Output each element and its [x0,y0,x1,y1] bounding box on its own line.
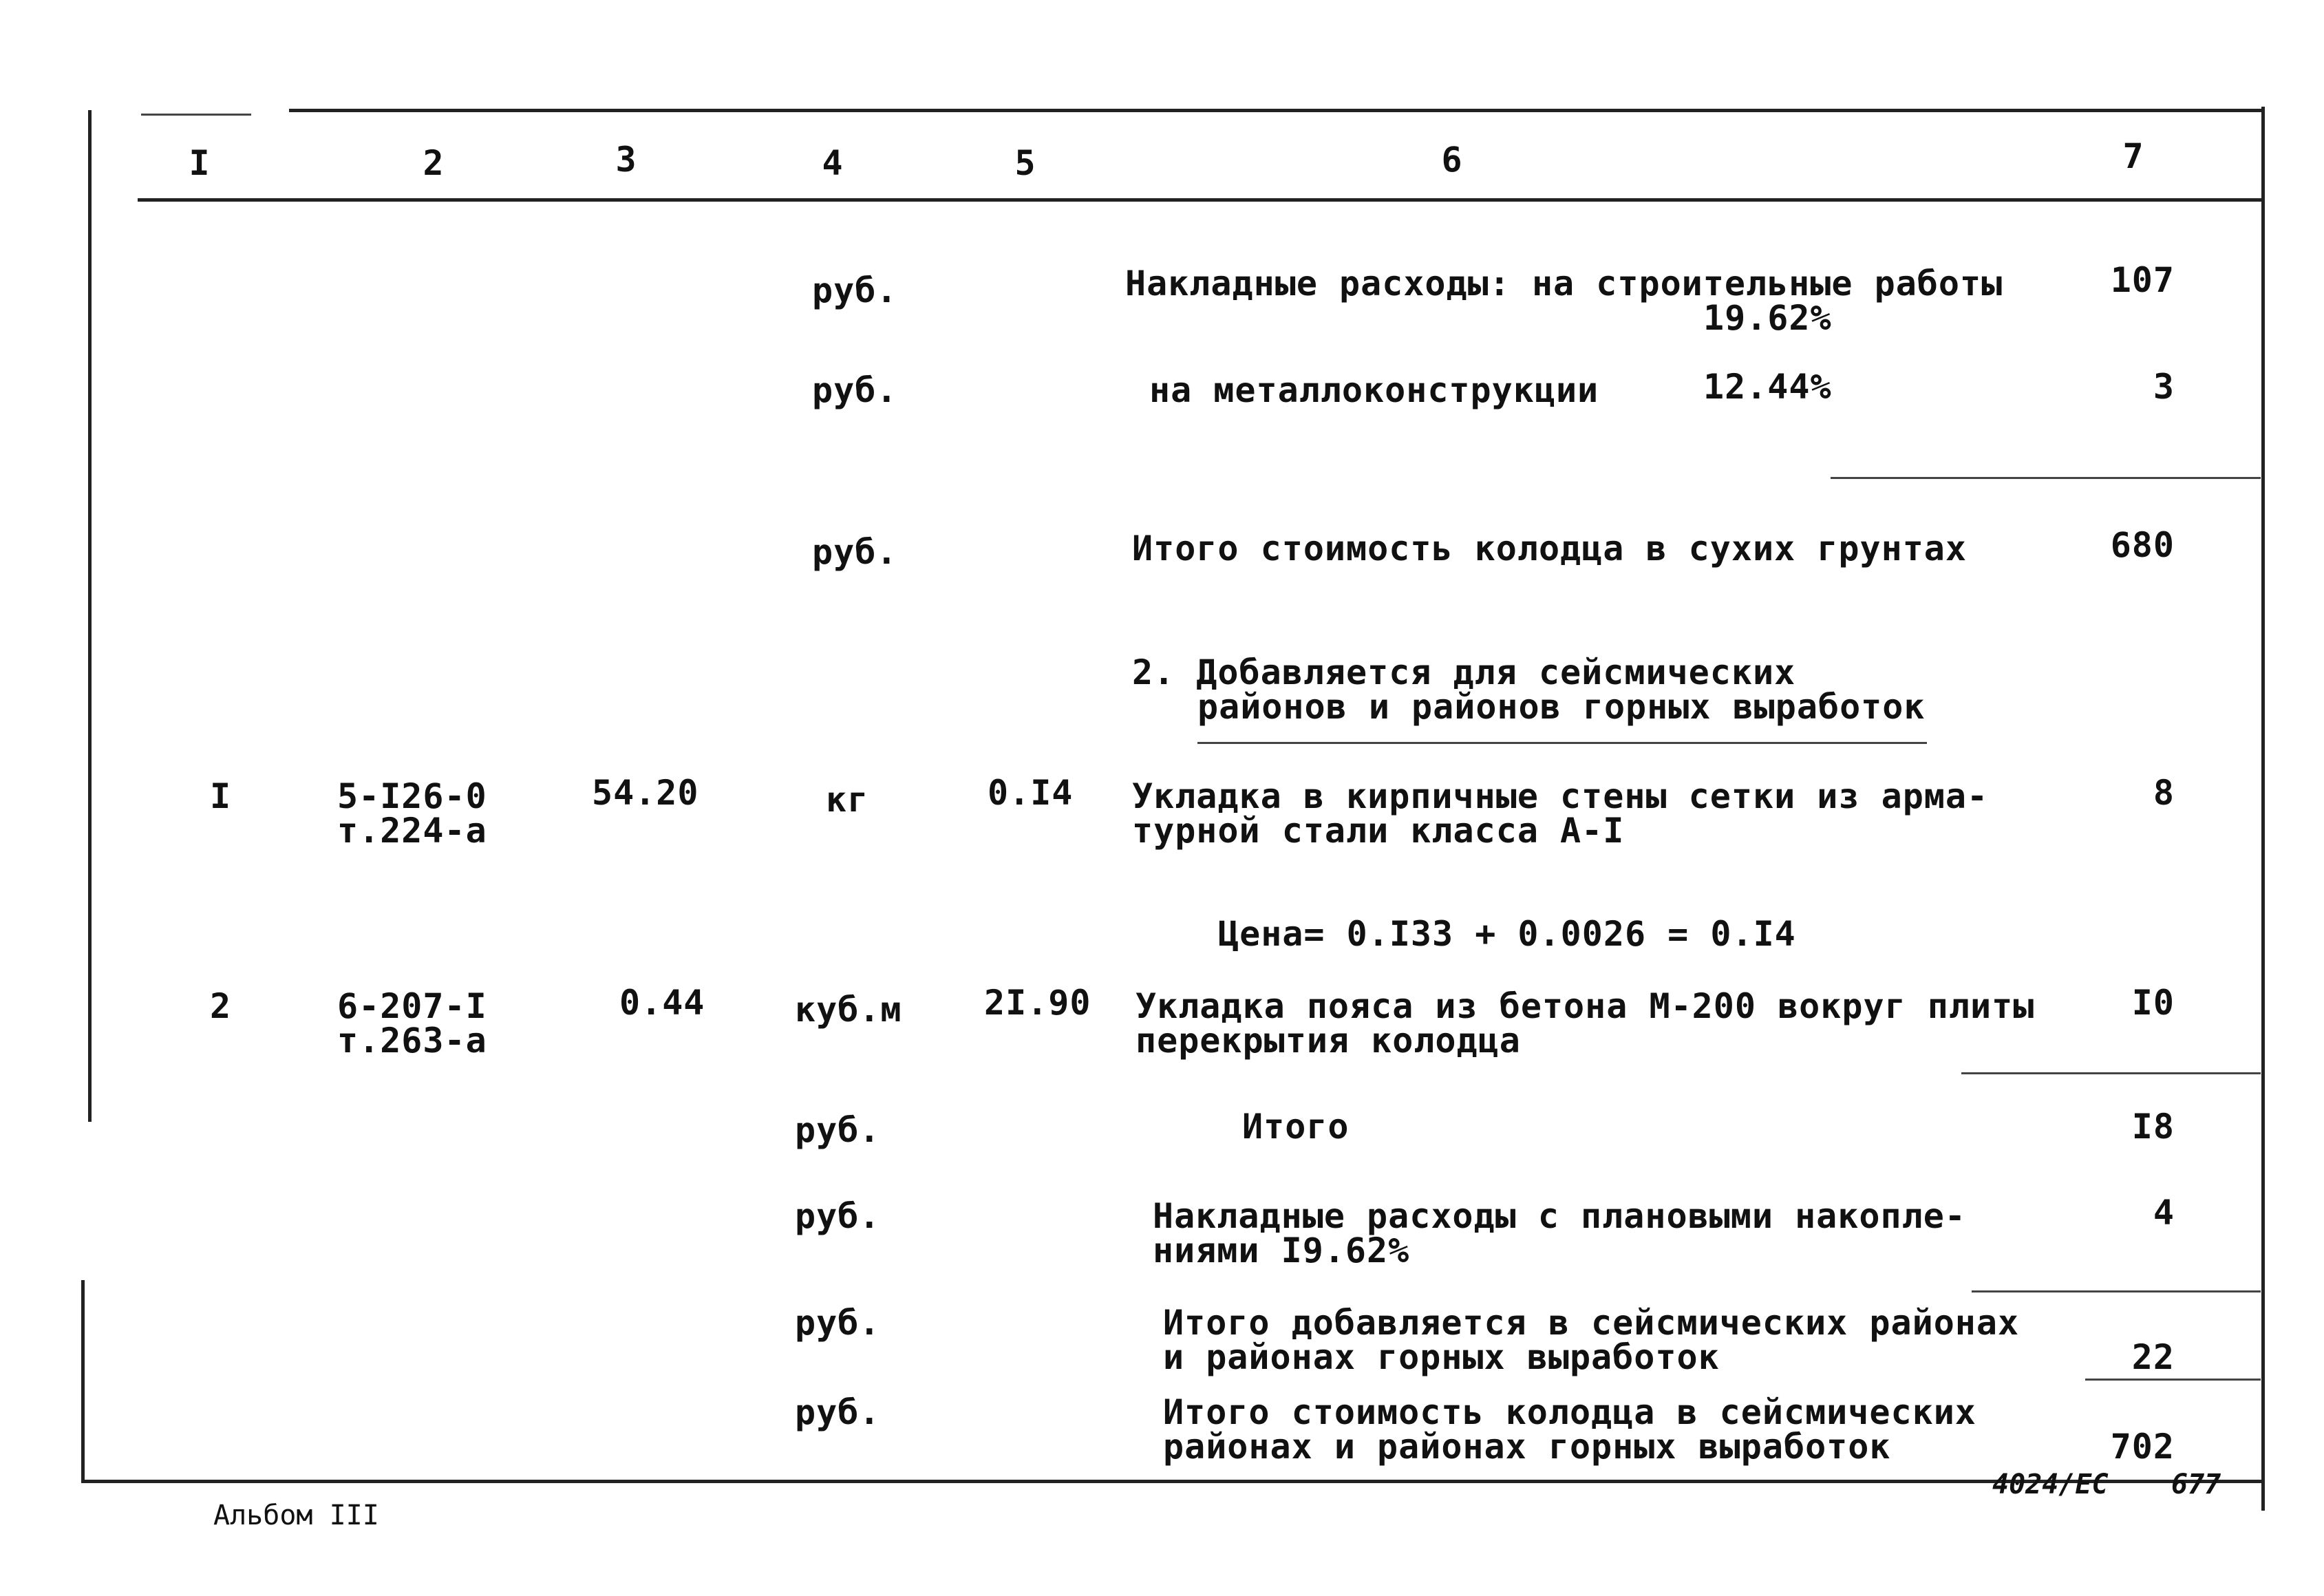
row1-value: 8 [2153,773,2175,813]
added-total-text1: Итого добавляется в сейсмических районах [1163,1303,2020,1343]
overhead-unit: руб. [812,270,898,310]
overhead-text: Накладные расходы: на строительные работы [1125,264,2003,304]
footer-doc-code: 4024/ЕС [1992,1469,2109,1500]
row2-code1: 6-207-I [337,986,487,1026]
overhead-value: 107 [2110,260,2175,300]
top-border-left [141,114,251,116]
overhead2-unit: руб. [795,1196,881,1236]
row2-price: 2I.90 [984,983,1091,1023]
top-border [289,109,2264,112]
metal-text: на металлоконструкции [1149,370,1599,410]
header-col5: 5 [1014,143,1036,183]
grand-total-unit: руб. [795,1392,881,1432]
row2-text1: Укладка пояса из бетона М-200 вокруг плиты [1136,986,2035,1026]
added-total-text2: и районах горных выработок [1163,1337,1720,1377]
row2-unit: куб.м [795,990,902,1030]
metal-underline [1831,477,2261,479]
total-dry-text: Итого стоимость колодца в сухих грунтах [1132,529,1967,568]
row2-qty: 0.44 [619,983,705,1023]
row1-unit: кг [826,780,869,820]
overhead2-text2: ниями I9.62% [1153,1231,1410,1270]
header-col1: I [189,143,211,183]
footer-album: Альбом III [213,1500,379,1531]
metal-value: 3 [2153,367,2175,407]
row1-price-formula: Цена= 0.I33 + 0.0026 = 0.I4 [1218,914,1796,954]
left-border [88,110,92,1122]
grand-total-text1: Итого стоимость колодца в сейсмических [1163,1392,1976,1432]
grand-total-value: 702 [2110,1427,2175,1467]
row1-code2: т.224-а [337,811,487,851]
total-dry-value: 680 [2110,525,2175,565]
right-border [2261,107,2265,1511]
header-col4: 4 [822,143,844,183]
added-total-value: 22 [2131,1337,2175,1377]
header-col2: 2 [423,143,445,183]
header-col7: 7 [2122,136,2144,176]
subtotal-text: Итого [1242,1107,1350,1147]
metal-unit: руб. [812,370,898,410]
row1-price: 0.I4 [988,773,1074,813]
row2-underline [1961,1072,2261,1074]
total-dry-unit: руб. [812,532,898,572]
row1-text1: Укладка в кирпичные стены сетки из арма- [1132,776,1989,816]
overhead-pct: 19.62% [1703,298,1832,338]
added-total-unit: руб. [795,1303,881,1343]
header-col3: 3 [615,140,637,180]
header-col6: 6 [1441,140,1463,180]
header-bottom-border [138,198,2264,202]
bottom-border [81,1480,2264,1483]
row2-text2: перекрытия колодца [1136,1021,1521,1061]
row1-code1: 5-I26-0 [337,776,487,816]
left-border-lower [81,1280,85,1480]
row2-value: I0 [2131,983,2175,1023]
row1-qty: 54.20 [592,773,699,813]
added-total-underline [2085,1379,2261,1381]
section2-line2: районов и районов горных выработок [1197,687,1926,727]
subtotal-unit: руб. [795,1110,881,1150]
row2-num: 2 [210,986,232,1026]
overhead2-value: 4 [2153,1193,2175,1233]
grand-total-text2: районах и районах горных выработок [1163,1427,1891,1467]
footer-page: 677 [2171,1469,2221,1500]
row2-code2: т.263-а [337,1021,487,1061]
row1-num: I [210,776,232,816]
subtotal-value: I8 [2131,1107,2175,1147]
overhead2-text1: Накладные расходы с плановыми накопле- [1153,1196,1966,1236]
section2-underline [1197,742,1927,744]
overhead2-underline [1972,1290,2261,1292]
section2-line1: 2. Добавляется для сейсмических [1132,652,1796,692]
metal-pct: 12.44% [1703,367,1832,407]
row1-text2: турной стали класса A-I [1132,811,1625,851]
